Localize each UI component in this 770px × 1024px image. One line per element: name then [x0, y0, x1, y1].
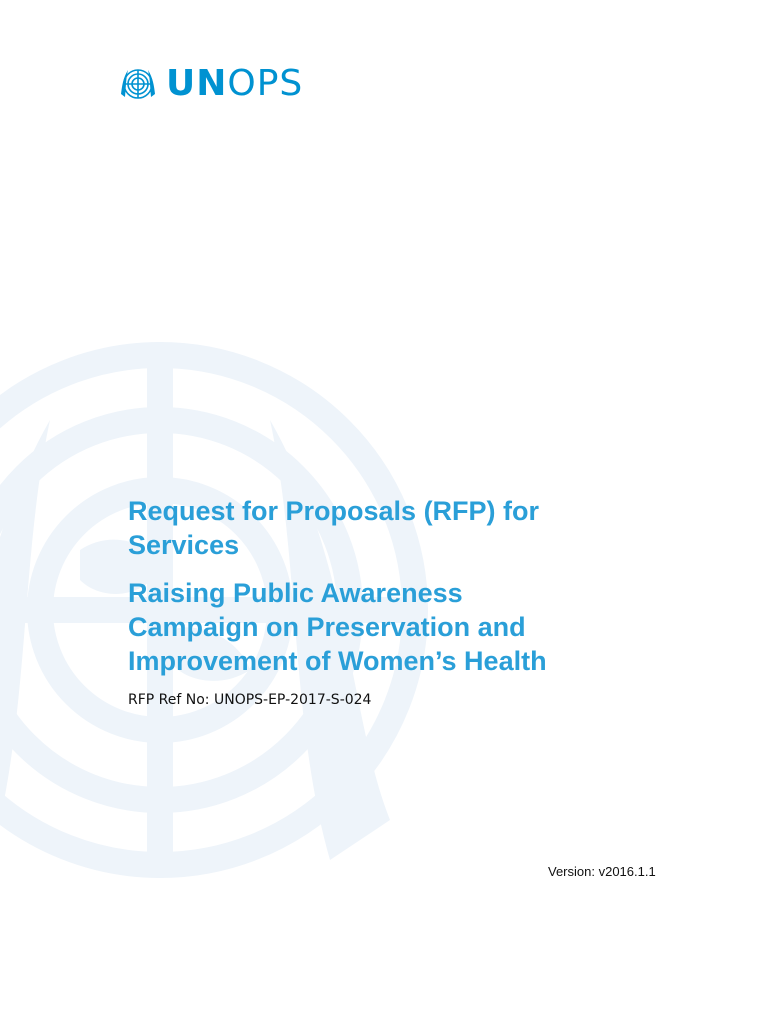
- rfp-reference-number: RFP Ref No: UNOPS-EP-2017-S-024: [128, 692, 372, 708]
- subtitle-line-3: Improvement of Women’s Health: [128, 646, 547, 676]
- title-block: [128, 494, 688, 678]
- un-emblem-icon: [118, 64, 158, 104]
- title-line-2: Services: [128, 530, 240, 560]
- logo-text-un: UN: [166, 63, 228, 104]
- subtitle-line-2: Campaign on Preservation and: [128, 612, 526, 642]
- document-title: [128, 494, 688, 562]
- document-subtitle: [128, 576, 688, 678]
- unops-wordmark: [166, 63, 304, 104]
- unops-logo: [118, 64, 303, 104]
- title-line-1: Request for Proposals (RFP) for: [128, 496, 540, 526]
- logo-text-ops: OPS: [227, 63, 304, 104]
- subtitle-line-1: Raising Public Awareness: [128, 578, 463, 608]
- document-version: Version: v2016.1.1: [548, 864, 656, 879]
